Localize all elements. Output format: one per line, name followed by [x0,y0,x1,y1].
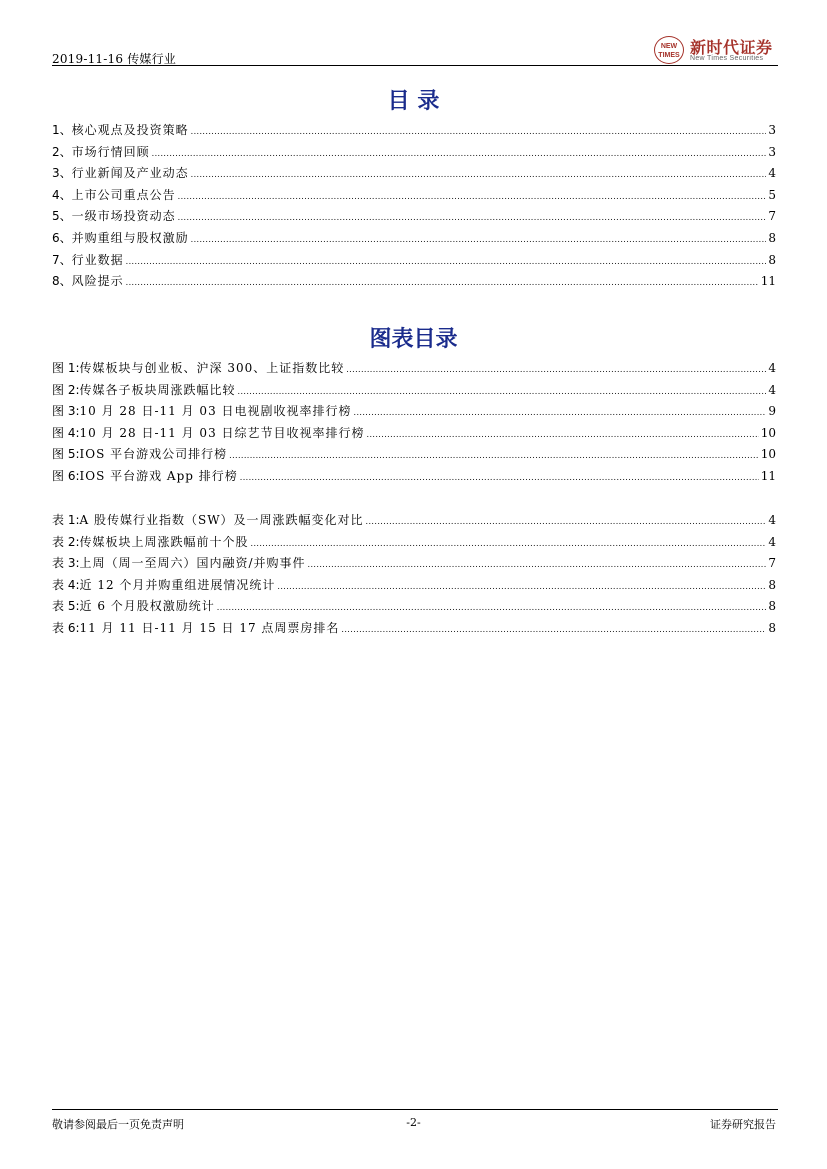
entry-number: 图 5: [52,447,80,462]
entry-label[interactable]: 核心观点及投资策略 [71,123,189,137]
toc-entry[interactable] [52,466,776,488]
dot-leader [126,251,767,273]
entry-page-number: 3 [768,144,776,159]
entry-number: 图 3: [52,404,80,419]
entry-label[interactable]: 近 12 个月并购重组进展情况统计 [79,577,276,592]
entry-label[interactable]: 10 月 28 日-11 月 03 日综艺节目收视率排行榜 [79,425,365,440]
dot-leader [240,467,759,489]
entry-number: 表 3: [52,556,80,571]
entry-label[interactable]: A 股传媒行业指数（SW）及一周涨跌幅变化对比 [79,513,364,527]
toc-entry[interactable] [52,575,776,597]
entry-number: 4、 [52,187,72,202]
dot-leader [354,402,767,424]
entry-number: 表 4: [52,577,80,592]
entry-page-number: 10 [760,447,776,462]
entry-page-number: 4 [768,166,776,181]
entry-label[interactable]: 风险提示 [71,274,124,289]
entry-page-number: 8 [768,599,776,614]
dot-leader [238,381,767,403]
toc-entry[interactable] [52,596,776,618]
entry-page-number: 4 [768,513,776,527]
figures-title: 图表目录 [369,327,458,352]
footer-disclaimer: 敬请参阅最后一页免责声明 [52,1118,184,1131]
entry-number: 图 4: [52,425,80,440]
entry-label[interactable]: 10 月 28 日-11 月 03 日电视剧收视率排行榜 [79,404,352,419]
entry-number: 8、 [52,274,72,289]
dot-leader [341,619,766,641]
entry-number: 表 2: [52,534,80,549]
entry-label[interactable]: IOS 平台游戏公司排行榜 [79,447,228,462]
entry-number: 7、 [52,252,72,267]
entry-label[interactable]: 上市公司重点公告 [71,187,176,202]
toc-entry[interactable] [52,618,776,640]
toc-list [52,120,776,293]
toc-entry[interactable] [52,185,776,207]
entry-number: 3、 [52,166,72,181]
dot-leader [217,597,767,619]
entry-page-number: 7 [768,556,776,571]
entry-page-number: 8 [768,252,776,267]
entry-page-number: 11 [760,274,776,289]
toc-entry[interactable] [52,228,776,250]
dot-leader [366,511,767,533]
toc-entry[interactable] [52,358,776,380]
entry-number: 表 6: [52,620,80,635]
header-date-sector: 2019-11-16 传媒行业 [52,52,177,66]
entry-page-number: 8 [768,577,776,592]
dot-leader [178,207,767,229]
entry-label[interactable]: 行业数据 [71,252,124,267]
header-divider [52,65,778,66]
entry-page-number: 8 [768,230,776,245]
entry-number: 6、 [52,230,72,245]
entry-label[interactable]: 传媒各子板块周涨跌幅比较 [79,382,236,397]
entry-label[interactable]: 11 月 11 日-11 月 15 日 17 点周票房排名 [79,620,340,635]
entry-page-number: 11 [760,468,776,483]
entry-page-number: 5 [768,187,776,202]
footer-page-number: -2- [406,1116,421,1129]
logo-badge-icon: NEW TIMES [654,36,684,64]
toc-entry[interactable] [52,510,776,532]
figures-list [52,358,776,488]
entry-number: 表 5: [52,599,80,614]
toc-entry[interactable] [52,250,776,272]
entry-page-number: 3 [768,123,776,137]
logo-name: 新时代证券 [690,38,773,57]
entry-number: 图 2: [52,382,80,397]
entry-number: 图 1: [52,361,80,375]
entry-page-number: 10 [760,425,776,440]
dot-leader [126,272,759,294]
entry-label[interactable]: 市场行情回顾 [71,144,150,159]
dot-leader [178,186,767,208]
tables-list [52,510,776,640]
toc-entry[interactable] [52,553,776,575]
entry-label[interactable]: 近 6 个月股权激励统计 [79,599,215,614]
toc-entry[interactable] [52,206,776,228]
logo-subtitle: New Times Securities [690,55,764,62]
entry-number: 图 6: [52,468,80,483]
entry-label[interactable]: IOS 平台游戏 App 排行榜 [79,468,238,483]
entry-label[interactable]: 上周（周一至周六）国内融资/并购事件 [79,556,306,571]
toc-entry[interactable] [52,401,776,423]
toc-entry[interactable] [52,142,776,164]
toc-entry[interactable] [52,423,776,445]
toc-entry[interactable] [52,163,776,185]
entry-number: 5、 [52,209,72,224]
dot-leader [277,576,766,598]
entry-page-number: 4 [768,361,776,375]
dot-leader [308,554,767,576]
entry-page-number: 4 [768,534,776,549]
company-logo [650,34,778,66]
entry-page-number: 8 [768,620,776,635]
dot-leader [251,533,767,555]
dot-leader [191,229,767,251]
dot-leader [229,445,759,467]
footer-report-type: 证券研究报告 [710,1118,776,1131]
toc-entry[interactable] [52,380,776,402]
entry-label[interactable]: 传媒板块上周涨跌幅前十个股 [79,534,249,549]
dot-leader [367,424,759,446]
entry-page-number: 7 [768,209,776,224]
toc-entry[interactable] [52,532,776,554]
toc-entry[interactable] [52,444,776,466]
entry-page-number: 9 [768,404,776,419]
toc-entry[interactable] [52,120,776,142]
entry-number: 表 1: [52,513,80,527]
dot-leader [346,359,766,381]
entry-page-number: 4 [768,382,776,397]
entry-label[interactable]: 传媒板块与创业板、沪深 300、上证指数比较 [79,361,345,375]
dot-leader [152,143,767,165]
dot-leader [191,164,767,186]
footer-divider [52,1109,778,1110]
entry-label[interactable]: 一级市场投资动态 [71,209,176,224]
page-header [52,34,778,66]
dot-leader [191,121,767,143]
toc-entry[interactable] [52,271,776,293]
entry-number: 2、 [52,144,72,159]
entry-label[interactable]: 并购重组与股权激励 [71,230,189,245]
toc-title: 目 录 [387,89,440,114]
entry-number: 1、 [52,123,72,137]
entry-label[interactable]: 行业新闻及产业动态 [71,166,189,181]
